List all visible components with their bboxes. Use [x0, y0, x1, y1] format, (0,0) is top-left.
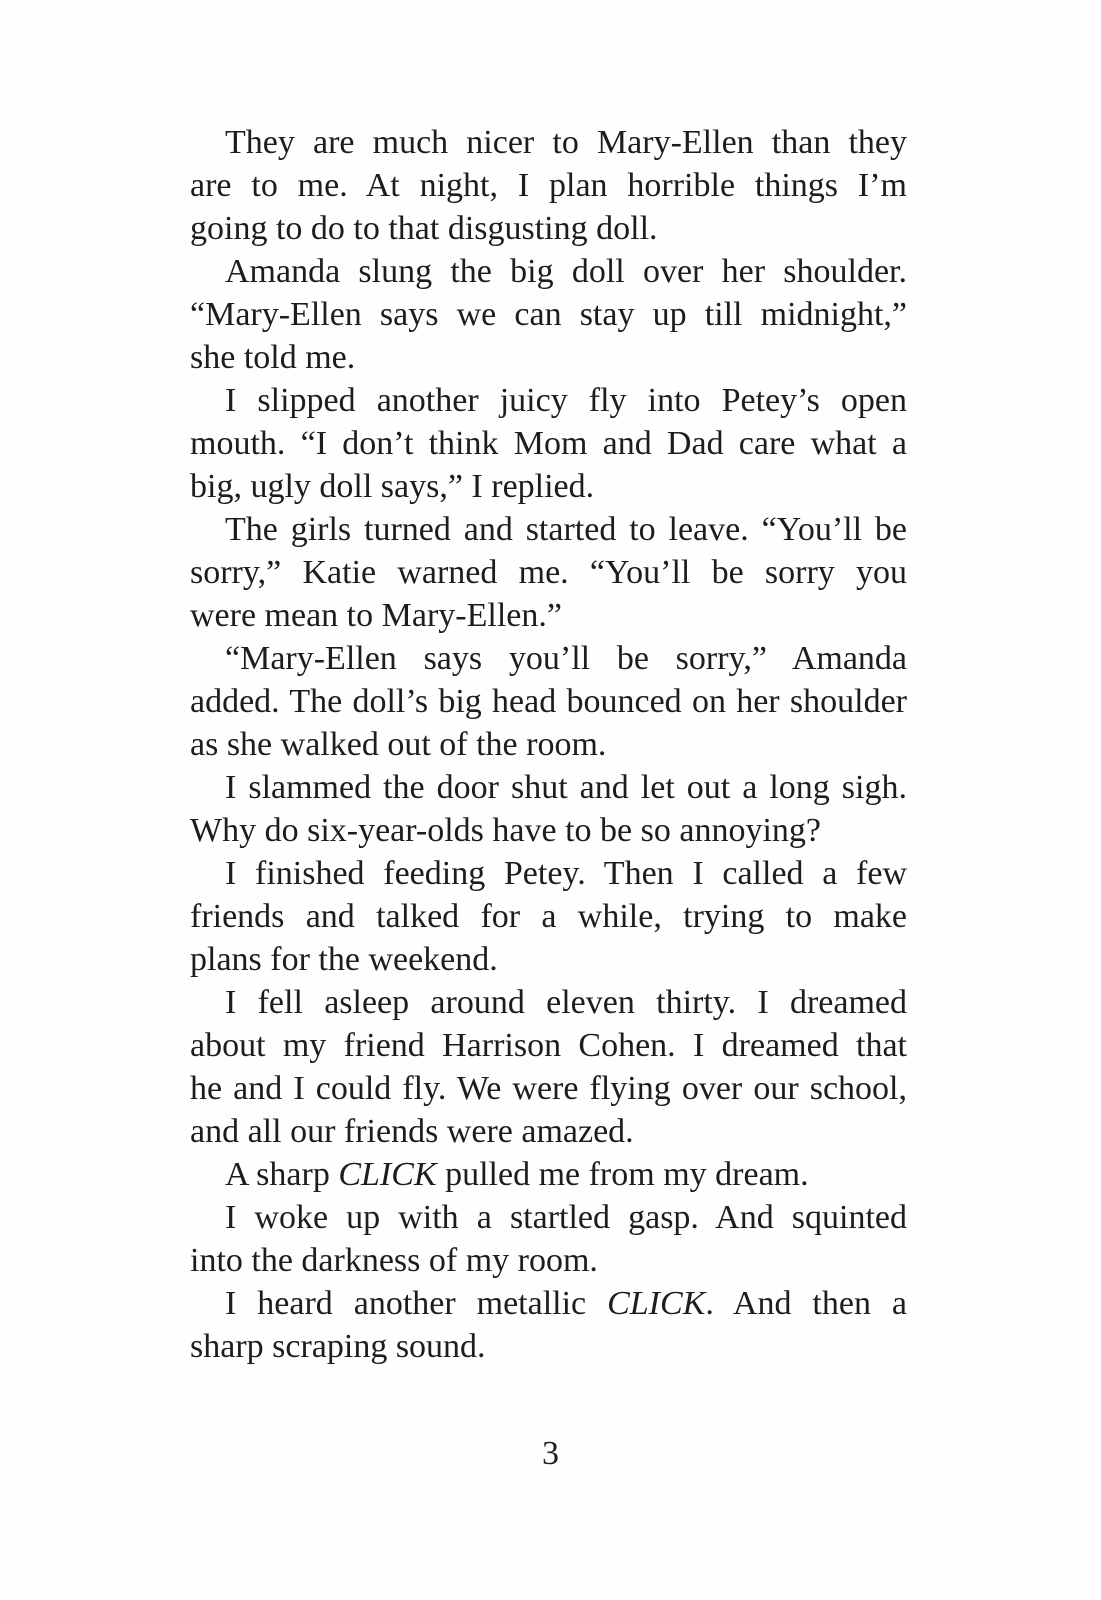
text-line: Amanda slung the big doll over her shoulder.: [225, 253, 907, 290]
text-line: she told me.: [190, 339, 356, 376]
paragraph: [155, 508, 907, 637]
text-line: [155, 1153, 907, 1196]
text-line: I woke up with a startled gasp. And squinted: [225, 1199, 907, 1236]
text-line: [155, 1282, 907, 1325]
text-line: I slammed the door shut and let out a long sigh.: [225, 769, 907, 806]
paragraph: [155, 637, 907, 766]
text-line: and all our friends were amazed.: [190, 1113, 634, 1150]
text-line: mouth. “I don’t think Mom and Dad care what a: [190, 425, 907, 462]
text-line: Why do six-year-olds have to be so annoying?: [190, 812, 821, 849]
text-line: as she walked out of the room.: [190, 726, 607, 763]
paragraph: [155, 121, 907, 250]
text-line: The girls turned and started to leave. “You’ll be: [225, 511, 907, 548]
paragraph: [155, 379, 907, 508]
paragraph: [155, 1282, 907, 1368]
text-run: A sharp: [225, 1156, 339, 1193]
text-line: were mean to Mary-Ellen.”: [190, 597, 562, 634]
emphasis-click: CLICK: [607, 1285, 706, 1322]
text-line: about my friend Harrison Cohen. I dreamed that: [190, 1027, 907, 1064]
paragraph: [155, 1153, 907, 1196]
text-line: he and I could fly. We were flying over our school,: [190, 1070, 907, 1107]
text-line: I fell asleep around eleven thirty. I dreamed: [225, 984, 907, 1021]
text-line: into the darkness of my room.: [190, 1242, 598, 1279]
text-line: friends and talked for a while, trying to make: [190, 898, 907, 935]
text-line: plans for the weekend.: [190, 941, 498, 978]
page-number: 3: [542, 1435, 559, 1472]
text-line: They are much nicer to Mary-Ellen than they: [225, 124, 907, 161]
paragraph: [155, 852, 907, 981]
emphasis-click: CLICK: [338, 1156, 437, 1193]
text-line: added. The doll’s big head bounced on her shoulder: [190, 683, 907, 720]
text-line: I finished feeding Petey. Then I called a few: [225, 855, 907, 892]
text-run: pulled me from my dream.: [436, 1156, 809, 1193]
text-line: sorry,” Katie warned me. “You’ll be sorry you: [190, 554, 907, 591]
paragraph: [155, 250, 907, 379]
body-text: [155, 121, 907, 1368]
text-line: “Mary-Ellen says we can stay up till midnight,”: [190, 296, 907, 333]
text-line: are to me. At night, I plan horrible things I’m: [190, 167, 907, 204]
text-run: . And then a: [705, 1285, 907, 1322]
text-run: I heard another metallic: [225, 1285, 608, 1322]
text-line: I slipped another juicy fly into Petey’s open: [225, 382, 907, 419]
text-line: big, ugly doll says,” I replied.: [190, 468, 595, 505]
paragraph: [155, 766, 907, 852]
paragraph: [155, 1196, 907, 1282]
text-line: going to do to that disgusting doll.: [190, 210, 658, 247]
paragraph: [155, 981, 907, 1153]
text-line: “Mary-Ellen says you’ll be sorry,” Amanda: [225, 640, 907, 677]
text-line: sharp scraping sound.: [190, 1328, 486, 1365]
